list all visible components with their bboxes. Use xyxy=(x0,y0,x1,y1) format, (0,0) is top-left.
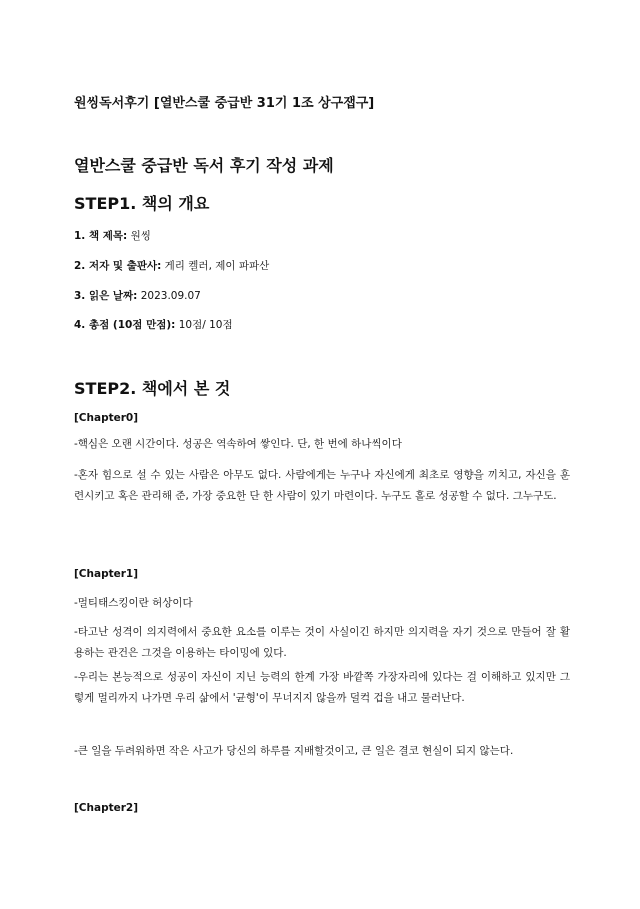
field-label: 1. 책 제목: xyxy=(74,230,128,242)
field-label: 2. 저자 및 출판사: xyxy=(74,260,162,272)
document-title: 원씽독서후기 [열반스쿨 중급반 31기 1조 상구잽구] xyxy=(74,96,375,111)
chapter0-title: [Chapter0] xyxy=(74,412,139,424)
chapter1-paragraph: -멀티태스킹이란 허상이다 xyxy=(74,597,193,609)
chapter2-title: [Chapter2] xyxy=(74,802,139,814)
chapter0-paragraph: -혼자 힘으로 설 수 있는 사람은 아무도 없다. 사람에게는 누구나 자신에게 최초로 영향을 끼치고, 자신을 훈련시키고 혹은 관리해 준, 가장 중요한 단 한 사람이 있기 마련이다. 누구도 홀로 성공할 수 없다. 그누구도. xyxy=(74,469,570,502)
field-value: 2023.09.07 xyxy=(137,290,201,302)
assignment-heading: 열반스쿨 중급반 독서 후기 작성 과제 xyxy=(74,156,334,175)
field-read-date xyxy=(74,288,201,303)
step2-heading: STEP2. 책에서 본 것 xyxy=(74,379,231,398)
chapter1-paragraph: -우리는 본능적으로 성공이 자신이 지닌 능력의 한계 가장 바깥쪽 가장자리에 있다는 걸 이해하고 있지만 그렇게 멀리까지 나가면 우리 삶에서 '균형'이 무너지지 않을까 덜컥 겁을 내고 물러난다. xyxy=(74,671,570,704)
field-book-title xyxy=(74,228,151,243)
field-score xyxy=(74,317,233,332)
field-value: 게리 켈러, 제이 파파산 xyxy=(161,260,270,272)
chapter1-title: [Chapter1] xyxy=(74,568,139,580)
chapter0-paragraph: -핵심은 오랜 시간이다. 성공은 역속하여 쌓인다. 단, 한 번에 하나씩이다 xyxy=(74,438,402,450)
field-label: 3. 읽은 날짜: xyxy=(74,290,138,302)
field-label: 4. 총점 (10점 만점): xyxy=(74,319,176,331)
field-value: 원씽 xyxy=(127,230,151,242)
field-author-publisher xyxy=(74,258,269,273)
field-value: 10점/ 10점 xyxy=(175,319,233,331)
chapter1-paragraph: -타고난 성격이 의지력에서 중요한 요소를 이루는 것이 사실이긴 하지만 의지력을 자기 것으로 만들어 잘 활용하는 관건은 그것을 이용하는 타이밍에 있다. xyxy=(74,626,570,659)
chapter1-paragraph: -큰 일을 두려워하면 작은 사고가 당신의 하루를 지배할것이고, 큰 일은 결코 현실이 되지 않는다. xyxy=(74,745,514,757)
step1-heading: STEP1. 책의 개요 xyxy=(74,194,210,213)
